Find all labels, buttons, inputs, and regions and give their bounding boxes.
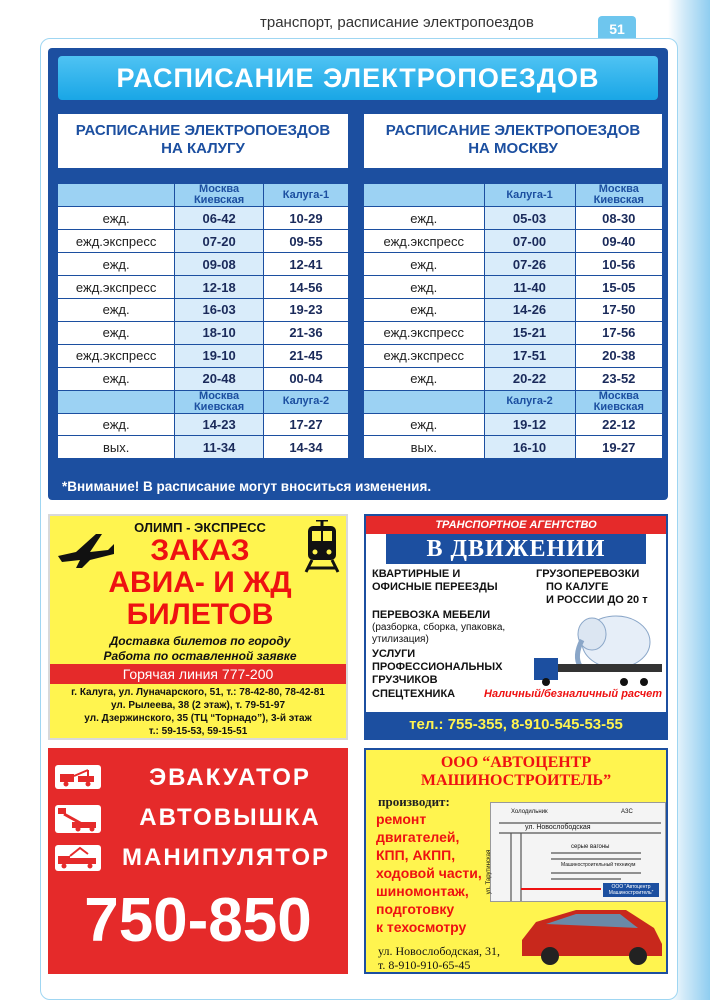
column-header: Москва Киевская: [175, 390, 264, 413]
ad2-right3: И РОССИИ ДО 20 т: [546, 594, 648, 606]
ad2-right1: ГРУЗОПЕРЕВОЗКИ: [536, 568, 640, 580]
table-header-row: [58, 184, 348, 207]
column-header: Москва Киевская: [575, 390, 662, 413]
ad4-service: ремонт: [376, 811, 427, 827]
table-row: ежд. 06-42 10-29: [58, 207, 348, 230]
table-row: ежд.экспресс 17-51 20-38: [364, 344, 662, 367]
ad4-company1: ООО “АВТОЦЕНТР: [440, 754, 592, 771]
ad2-item: КВАРТИРНЫЕ И ОФИСНЫЕ ПЕРЕЕЗДЫ: [372, 568, 498, 593]
ad4-phone: т. 8-910-910-65-45: [378, 958, 471, 972]
column-header: Москва Киевская: [175, 184, 264, 207]
aerial-platform-icon: [54, 804, 102, 834]
table-row: ежд. 16-03 19-23: [58, 298, 348, 321]
ad4-service: подготовку: [376, 901, 455, 917]
ad4-service: ходовой части,: [376, 865, 482, 881]
ad4-service: КПП, АКПП,: [376, 847, 456, 863]
ad3-line2: АВТОВЫШКА: [139, 804, 321, 831]
moscow-heading-line1: РАСПИСАНИЕ ЭЛЕКТРОПОЕЗДОВ: [385, 122, 641, 139]
section-header: транспорт, расписание электропоездов: [260, 14, 534, 31]
ad1-line2: АВИА- И ЖД: [108, 566, 292, 599]
map-label: серые вагоны: [571, 844, 610, 850]
ad4-addr: ул. Новослободская, 31,: [378, 944, 501, 958]
page-number: 51: [598, 16, 636, 42]
column-header: Калуга-2: [484, 390, 575, 413]
ad1-addr3: ул. Дзержинского, 35 (ТЦ “Торнадо”), 3-й этаж: [84, 713, 312, 724]
column-header: Калуга-1: [263, 184, 348, 207]
table-row: ежд. 14-26 17-50: [364, 298, 662, 321]
ad4-produces: производит:: [378, 794, 450, 809]
table-row: ежд.экспресс 12-18 14-56: [58, 276, 348, 299]
ad2-name: В ДВИЖЕНИИ: [386, 534, 646, 564]
table-row: ежд. 09-08 12-41: [58, 253, 348, 276]
ad-v-dvizhenii: [364, 514, 668, 740]
ad4-service: к техосмотру: [376, 919, 467, 935]
map-label: ул. Новослободская: [525, 824, 591, 831]
ad1-line3: БИЛЕТОВ: [126, 598, 274, 631]
ad4-company2: МАШИНОСТРОИТЕЛЬ”: [420, 772, 612, 789]
ad2-item: УСЛУГИ ПРОФЕССИОНАЛЬНЫХ ГРУЗЧИКОВ: [372, 648, 503, 686]
kaluga-heading-line2: НА КАЛУГУ: [161, 140, 245, 157]
moscow-heading: [364, 114, 662, 168]
ad2-item: (разборка, сборка, упаковка, утилизация): [372, 622, 506, 645]
moscow-heading-line2: НА МОСКВУ: [468, 140, 558, 157]
table-header-row: [58, 390, 348, 413]
ad1-brand: ОЛИМП - ЭКСПРЕСС: [134, 520, 266, 535]
table-row: ежд. 20-22 23-52: [364, 367, 662, 390]
schedule-note: *Внимание! В расписание могут вноситься изменения.: [62, 479, 432, 494]
ad4-service: шиномонтаж,: [376, 883, 469, 899]
table-row: ежд. 14-23 17-27: [58, 413, 348, 436]
table-row: ежд.экспресс 19-10 21-45: [58, 344, 348, 367]
ad1-addr4: т.: 59-15-53, 59-15-51: [148, 726, 248, 737]
table-row: ежд.экспресс 15-21 17-56: [364, 321, 662, 344]
truck-elephant-icon: [534, 606, 664, 686]
table-row: ежд. 20-48 00-04: [58, 367, 348, 390]
ad1-addr2: ул. Рылеева, 38 (2 этаж), т. 79-51-97: [110, 700, 286, 711]
kaluga-heading: [58, 114, 348, 168]
map-label: Машиностроительный техникум: [561, 862, 636, 868]
table-row: ежд.экспресс 07-20 09-55: [58, 230, 348, 253]
column-header: Москва Киевская: [575, 184, 662, 207]
table-row: вых. 11-34 14-34: [58, 436, 348, 459]
ad2-item: СПЕЦТЕХНИКА: [372, 688, 456, 700]
ad2-right2: ПО КАЛУГЕ: [546, 581, 609, 593]
table-row: ежд. 19-12 22-12: [364, 413, 662, 436]
table-row: ежд. 18-10 21-36: [58, 321, 348, 344]
ad3-phone: 750-850: [84, 886, 312, 955]
column-header: Калуга-1: [484, 184, 575, 207]
map-label: ул. Тарутинская: [486, 849, 493, 895]
ad1-addr1: г. Калуга, ул. Луначарского, 51, т.: 78-42-80, 78-42-81: [71, 687, 325, 698]
map-label: ООО “Автоцентр Машиностроитель”: [608, 884, 654, 896]
ad2-item: ПЕРЕВОЗКА МЕБЕЛИ: [372, 609, 491, 621]
table-row: вых. 16-10 19-27: [364, 436, 662, 459]
manipulator-truck-icon: [54, 844, 102, 872]
table-row: ежд. 07-26 10-56: [364, 253, 662, 276]
page-title: РАСПИСАНИЕ ЭЛЕКТРОПОЕЗДОВ: [58, 56, 658, 100]
location-map: [486, 802, 666, 902]
ad-evakuator: [48, 748, 348, 974]
ad3-line1: ЭВАКУАТОР: [149, 764, 311, 791]
ad1-sub2: Работа по оставленной заявке: [103, 649, 297, 663]
ad2-top: ТРАНСПОРТНОЕ АГЕНТСТВО: [366, 516, 666, 534]
car-icon: [516, 900, 666, 966]
map-label: Холодильник: [511, 809, 548, 815]
moscow-schedule-table: [364, 184, 662, 459]
table-row: ежд. 05-03 08-30: [364, 207, 662, 230]
ad4-service: двигателей,: [376, 829, 460, 845]
map-label: АЗС: [621, 809, 633, 815]
kaluga-heading-line1: РАСПИСАНИЕ ЭЛЕКТРОПОЕЗДОВ: [75, 122, 331, 139]
tow-truck-icon: [54, 764, 102, 790]
ad2-payment: Наличный/безналичный расчет: [484, 688, 663, 700]
ad2-phone: тел.: 755-355, 8-910-545-53-55: [366, 712, 666, 738]
ad-olimp-express: [48, 514, 348, 740]
ad3-line3: МАНИПУЛЯТОР: [122, 844, 330, 871]
ad1-sub1: Доставка билетов по городу: [109, 634, 291, 648]
table-row: ежд.экспресс 07-00 09-40: [364, 230, 662, 253]
ad1-hotline: Горячая линия 777-200: [50, 664, 346, 684]
ad-avtocentr: [364, 748, 668, 974]
table-header-row: [364, 390, 662, 413]
ad1-line1: ЗАКАЗ: [150, 534, 250, 567]
table-row: ежд. 11-40 15-05: [364, 276, 662, 299]
column-header: Калуга-2: [263, 390, 348, 413]
kaluga-schedule-table: [58, 184, 348, 459]
table-header-row: [364, 184, 662, 207]
